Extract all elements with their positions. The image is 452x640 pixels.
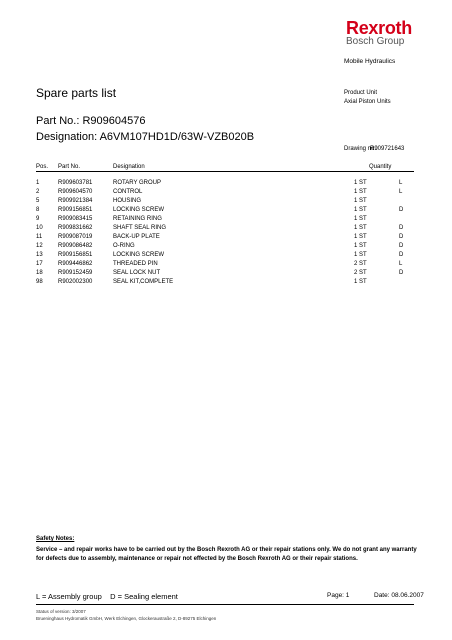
row-pos: 5 [36, 198, 40, 204]
table-row [0, 216, 452, 225]
row-designation: THREADED PIN [113, 261, 158, 267]
row-quantity: 1 ST [354, 243, 367, 249]
row-pos: 17 [36, 261, 43, 267]
drawing-no-value: R909721643 [370, 146, 405, 152]
company-address: Brueninghaus Hydromatik GmbH, Werk Elchingen, Glockeraustraße 2, D-89275 Elchingen [36, 616, 217, 621]
row-code: D [399, 225, 404, 231]
document-title: Spare parts list [36, 86, 117, 100]
product-unit-label: Product Unit [344, 90, 378, 96]
row-pos: 18 [36, 270, 43, 276]
brand-logo: Rexroth [346, 18, 412, 38]
part-number: Part No.: R909604576 [36, 115, 146, 127]
row-code: D [399, 270, 404, 276]
division-label: Mobile Hydraulics [344, 58, 396, 65]
table-row [0, 252, 452, 261]
row-part-no: R909446862 [58, 261, 93, 267]
row-quantity: 1 ST [354, 225, 367, 231]
table-row [0, 180, 452, 189]
row-quantity: 1 ST [354, 180, 367, 186]
row-designation: ROTARY GROUP [113, 180, 162, 186]
table-row [0, 189, 452, 198]
row-designation: SHAFT SEAL RING [113, 225, 167, 231]
row-part-no: R909156851 [58, 207, 93, 213]
table-row [0, 270, 452, 279]
row-pos: 12 [36, 243, 43, 249]
row-quantity: 1 ST [354, 207, 367, 213]
table-header-rule [36, 171, 414, 172]
row-part-no: R909603781 [58, 180, 93, 186]
row-part-no: R902002300 [58, 279, 93, 285]
row-quantity: 1 ST [354, 279, 367, 285]
row-pos: 9 [36, 216, 40, 222]
row-part-no: R909156851 [58, 252, 93, 258]
row-designation: BACK-UP PLATE [113, 234, 160, 240]
safety-notes-text: Service – and repair works have to be carried out by the Bosch Rexroth AG or their repair stations only. We do not grant any warranty for defects due to assembly, maintenance or repair not effected by the Bosch Rexroth AG or their repair stations. [36, 547, 417, 562]
row-code: L [399, 189, 403, 195]
row-quantity: 1 ST [354, 189, 367, 195]
row-code: D [399, 234, 404, 240]
row-code: D [399, 252, 404, 258]
table-row [0, 234, 452, 243]
row-code: D [399, 243, 404, 249]
row-quantity: 1 ST [354, 216, 367, 222]
table-row [0, 261, 452, 270]
row-part-no: R909831662 [58, 225, 93, 231]
row-code: L [399, 180, 403, 186]
row-quantity: 1 ST [354, 198, 367, 204]
row-code: L [399, 261, 403, 267]
col-header-quantity: Quantity [369, 164, 392, 170]
table-row [0, 198, 452, 207]
version-status: Status of version: 3/2007 [36, 609, 86, 614]
row-part-no: R909087019 [58, 234, 93, 240]
row-designation: HOUSING [113, 198, 142, 204]
row-pos: 1 [36, 180, 40, 186]
page-number: Page: 1 [327, 592, 350, 599]
brand-subtitle: Bosch Group [346, 36, 405, 47]
row-pos: 8 [36, 207, 40, 213]
col-header-part-no: Part No. [58, 164, 81, 170]
row-designation: SEAL KIT,COMPLETE [113, 279, 174, 285]
col-header-pos: Pos. [36, 164, 49, 170]
row-pos: 13 [36, 252, 43, 258]
drawing-no-label: Drawing no.: [344, 146, 378, 152]
row-part-no: R909086482 [58, 243, 93, 249]
legend: L = Assembly group D = Sealing element [36, 592, 178, 601]
row-part-no: R909083415 [58, 216, 93, 222]
safety-notes-heading: Safety Notes: [36, 536, 75, 542]
row-designation: LOCKING SCREW [113, 252, 165, 258]
designation: Designation: A6VM107HD1D/63W-VZB020B [36, 131, 255, 143]
table-row [0, 207, 452, 216]
table-row [0, 243, 452, 252]
row-designation: O-RING [113, 243, 135, 249]
row-pos: 11 [36, 234, 43, 240]
date: Date: 08.06.2007 [374, 592, 424, 599]
row-designation: LOCKING SCREW [113, 207, 165, 213]
row-pos: 98 [36, 279, 43, 285]
row-part-no: R909152459 [58, 270, 93, 276]
product-unit-value: Axial Piston Units [344, 99, 391, 105]
row-pos: 10 [36, 225, 43, 231]
row-pos: 2 [36, 189, 40, 195]
row-quantity: 1 ST [354, 252, 367, 258]
table-row [0, 279, 452, 288]
col-header-designation: Designation [113, 164, 145, 170]
row-quantity: 2 ST [354, 261, 367, 267]
footer-rule [36, 604, 414, 605]
row-quantity: 2 ST [354, 270, 367, 276]
table-row [0, 225, 452, 234]
row-designation: SEAL LOCK NUT [113, 270, 161, 276]
row-designation: RETAINING RING [113, 216, 162, 222]
row-part-no: R909604570 [58, 189, 93, 195]
row-part-no: R909921384 [58, 198, 93, 204]
row-quantity: 1 ST [354, 234, 367, 240]
row-designation: CONTROL [113, 189, 143, 195]
row-code: D [399, 207, 404, 213]
